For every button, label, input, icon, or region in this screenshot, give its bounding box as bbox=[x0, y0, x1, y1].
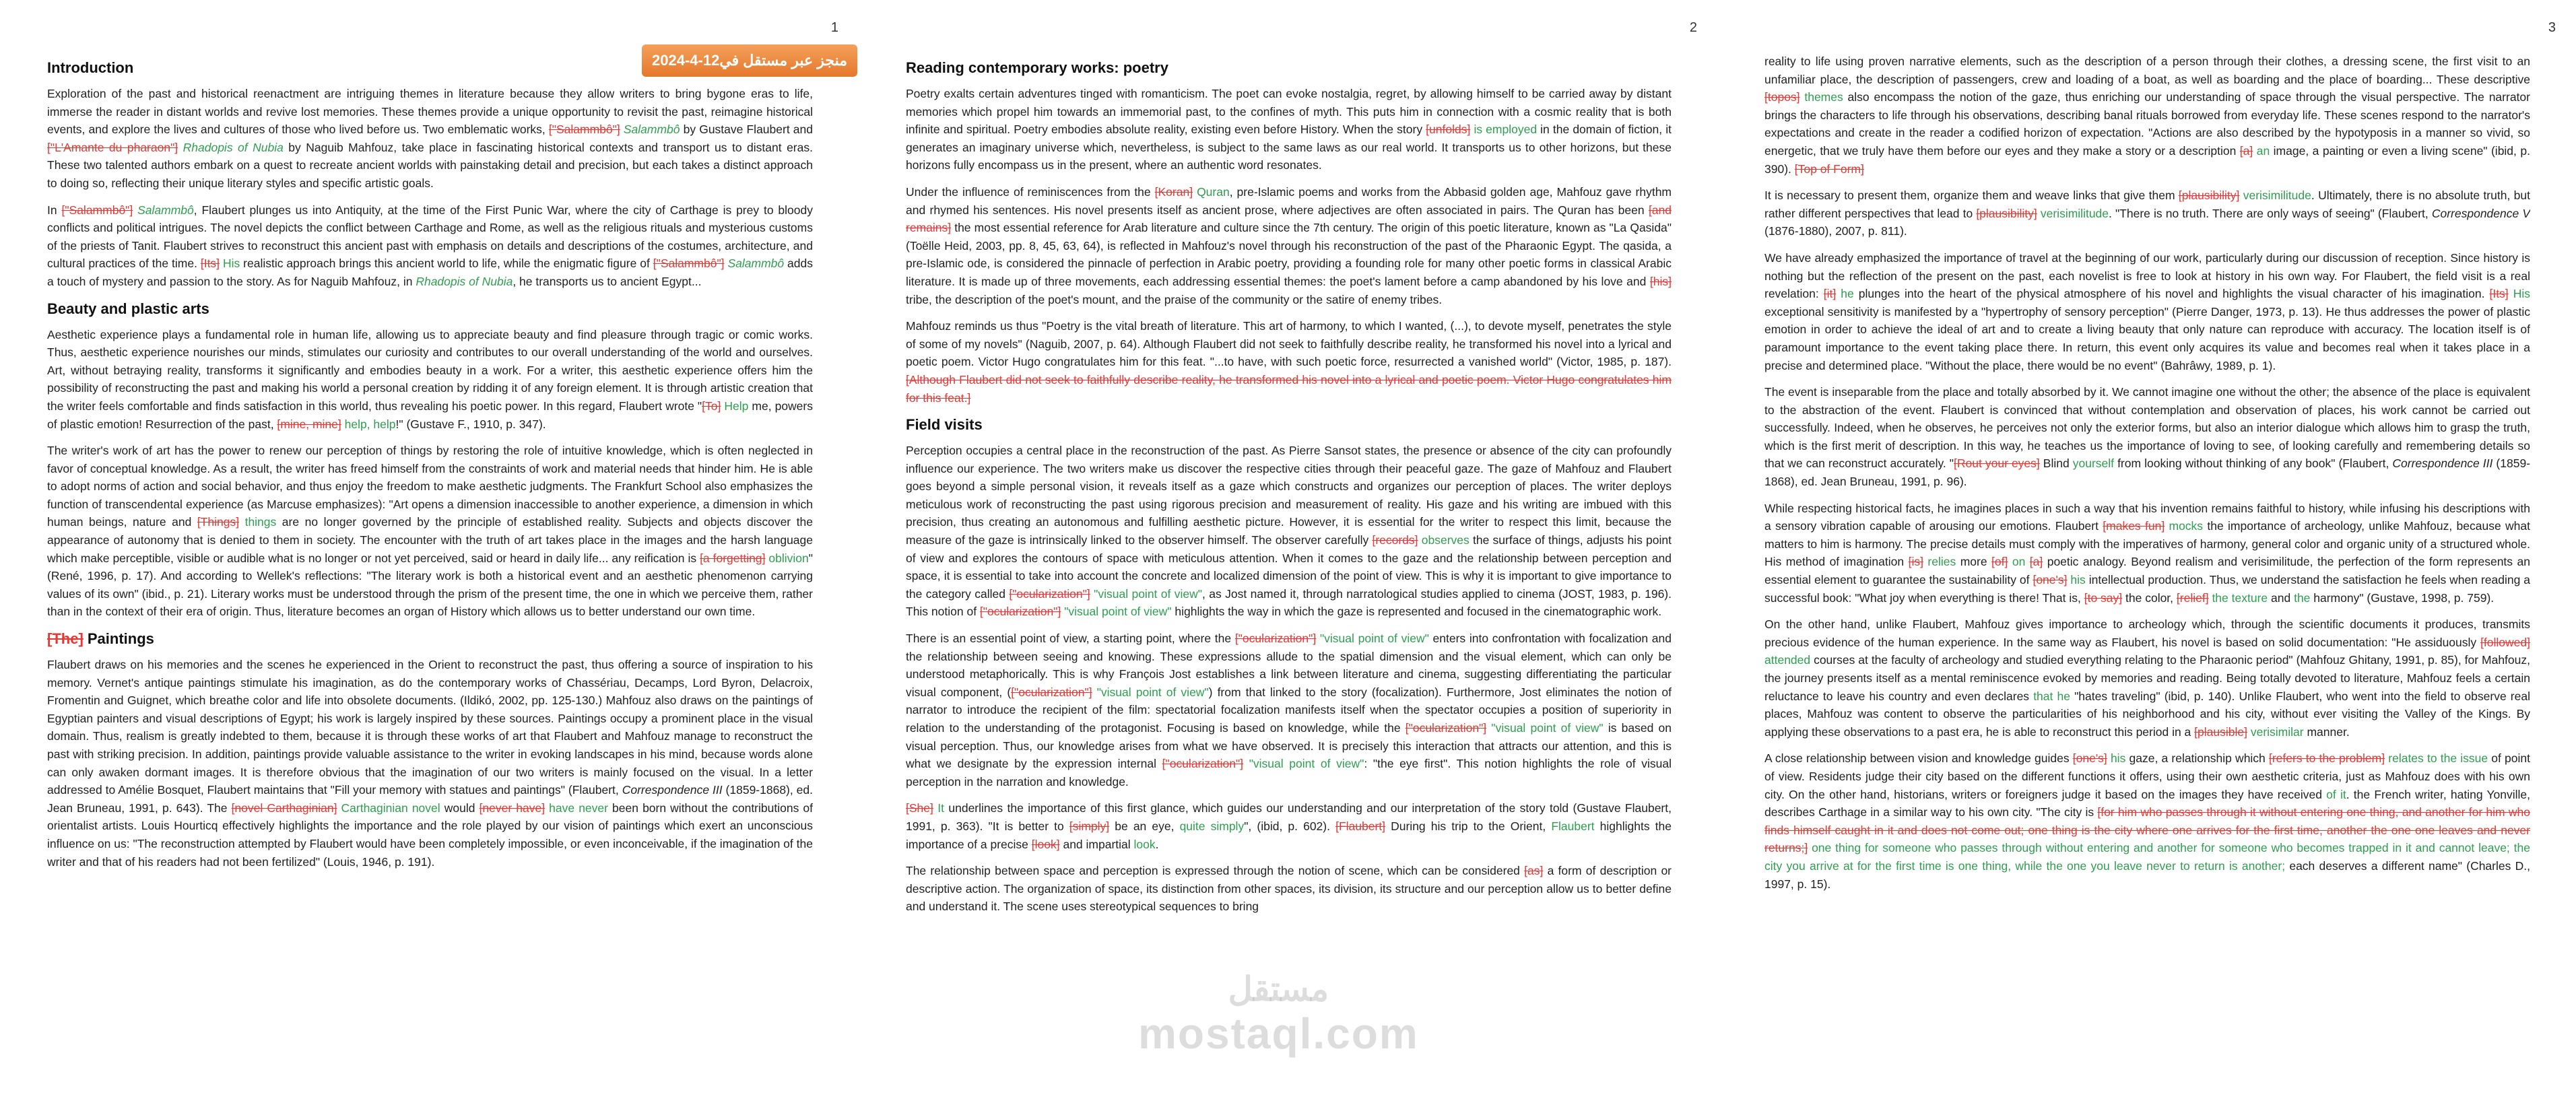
paragraph bbox=[1764, 187, 2530, 240]
inserted-text: relates to the issue bbox=[2388, 751, 2488, 766]
inserted-text: have never bbox=[549, 801, 608, 815]
deleted-text: [and remains] bbox=[906, 203, 1672, 235]
text-run: It is necessary to present them, organize them and weave links that give them bbox=[1764, 189, 2179, 203]
deleted-text: [novel Carthaginian] bbox=[231, 801, 337, 815]
text-run: Aesthetic experience plays a fundamental role in human life, allowing us to appreciate beauty and find pleasure through tragic or comic works. Thus, aesthetic experience nourishes our minds, stimulates our curiosity and contributes to our overall understanding of the world and ourselves. Art, without betraying reality, transforms it significantly and embodies beauty in a work. For a writer, this aesthetic experience offers him the possibility of reconstructing the past and making his world a personal creation by ridding it of any foreign element. It is through artistic creation that the writer feels comfortable and finds satisfaction in this world, thus revealing his poetic power. In this regard, Flaubert wrote " bbox=[47, 327, 813, 413]
deleted-text: [She] bbox=[906, 801, 933, 815]
page-number: 3 bbox=[2548, 20, 2556, 35]
paragraph bbox=[47, 442, 813, 621]
text-run: in the domain of fiction, it generates an imaginary universe which, nevertheless, is subject to the same laws as our real world. It transports us to other horizons, but these horizons fully encompass us in the present, where an authentic word resonates. bbox=[906, 123, 1672, 172]
text-run: !" (Gustave F., 1910, p. 347). bbox=[395, 417, 546, 431]
deleted-text: [Rout your eyes] bbox=[1954, 457, 2040, 471]
text-run: a form of description or descriptive action. The organization of space, its distinction from other spaces, its division, its structure and our perception allow us to better define and understand it. The scene uses stereotypical sequences to bring bbox=[906, 864, 1672, 914]
inserted-text: he bbox=[1841, 287, 1854, 301]
text-run: reality to life using proven narrative elements, such as the description of a person through their clothes, a dressing scene, the first visit to an unfamiliar place, the description of passengers, crew and loading of a boat, as well as boarding and the place of boarding... These descriptive bbox=[1764, 55, 2530, 86]
inserted-text: relies bbox=[1927, 555, 1956, 569]
deleted-text: [Its] bbox=[200, 257, 220, 271]
inserted-text: is employed bbox=[1474, 123, 1538, 137]
completion-badge: منجز عبر مستقل في12-4-2024 bbox=[642, 44, 857, 77]
inserted-text: "visual point of view" bbox=[1319, 632, 1429, 646]
inserted-text: of it bbox=[2326, 787, 2346, 801]
text-run: While respecting historical facts, he imagines places in such a way that his invention remains faithful to history, while infusing his descriptions with a sensory vibration capable of arousing our emotions. Flaubert bbox=[1764, 501, 2530, 533]
text-run: me, powers of plastic emotion! Resurrection of the past, bbox=[47, 399, 813, 431]
deleted-text: ["ocularization"] bbox=[1009, 586, 1090, 601]
text-run: , Flaubert plunges us into Antiquity, at the time of the First Punic War, where the city of Carthage is prey to bloody conflicts and political intrigues. The novel depicts the conflict between Carthage and Rome, as well as the religious rituals and mysterious customs of the priests of Tanit. Flaubert strives to reconstruct this ancient past with emphasis on details and descriptions of the costumes, architecture, and cultural practices of the time. bbox=[47, 203, 813, 271]
text-run: On the other hand, unlike Flaubert, Mahfouz gives importance to archeology which, through the scientific documents it produces, transmits precious evidence of the human experience. In the same way as Flaubert, his novel is based on solid documentation: "He assiduously bbox=[1764, 617, 2530, 649]
text-run: : "the eye first". This notion highlights the role of visual perception in the narration and knowledge. bbox=[906, 757, 1672, 788]
watermark-arabic: مستقل bbox=[1228, 970, 1329, 1008]
text-run: (1859-1868), ed. Jean Bruneau, 1991, p. 96). bbox=[1764, 457, 2530, 489]
text-run: and impartial bbox=[1059, 837, 1134, 851]
text-run: from looking without thinking of any book" (Flaubert, bbox=[2114, 457, 2393, 471]
inserted-text: "visual point of view" bbox=[1249, 757, 1364, 771]
deleted-text: [To] bbox=[702, 399, 721, 413]
text-run: "hates traveling" (ibid, p. 140). Unlike Flaubert, who went into the field to observe real places, Mahfouz was content to observe the particularities of his neighborhood and his city, without ever visiting the Valley of the Kings. By applying these observations to a past era, he is able to reconstruct this period in a bbox=[1764, 689, 2530, 739]
text-run: . the French writer, hating Yonville, describes Carthage in a similar way to his own city. "The city is bbox=[1764, 787, 2530, 819]
inserted-text: his bbox=[2110, 751, 2126, 766]
text-run: the color, bbox=[2122, 591, 2177, 605]
text-run: There is an essential point of view, a starting point, where the bbox=[906, 632, 1235, 646]
paragraph bbox=[47, 85, 813, 193]
text-run: of point of view. Residents judge their city based on the different functions it offers, using their own aesthetic criteria, just as Mahfouz does with his own city. On the other hand, historians, writers or foreigners judge it based on the images they have received bbox=[1764, 751, 2530, 801]
deleted-text: [a forgetting] bbox=[700, 551, 766, 565]
inserted-text: "visual point of view" bbox=[1491, 721, 1604, 735]
deleted-text: ["Salammbô"] bbox=[61, 203, 133, 217]
text-run: Exploration of the past and historical reenactment are intriguing themes in literature because they allow writers to bring bygone eras to life, immerse the reader in distant worlds and revive lost memories. These themes provide a unique opportunity to revisit the past, reimagine historical events, and explore the lives and cultures of those who lived before us. Two emblematic works, bbox=[47, 87, 813, 137]
paragraph bbox=[1764, 383, 2530, 491]
inserted-text: the bbox=[2294, 591, 2311, 605]
text-run: gaze, a relationship which bbox=[2125, 751, 2269, 766]
inserted-text: themes bbox=[1804, 90, 1843, 104]
text-run: courses at the faculty of archeology and studied everything relating to the Pharaonic period" (Mahfouz Ghitany, 1991, p. 85), for Mahfouz, the journey presents itself as a mental reminiscence evoked by memories and reading. Being totally devoted to literature, Mahfouz feels a certain reluctance to leave his country and even declares bbox=[1764, 653, 2530, 703]
text-run: adds a touch of mystery and passion to the story. As for Naguib Mahfouz, in bbox=[47, 257, 813, 288]
inserted-text: Help bbox=[724, 399, 749, 413]
text-run: Perception occupies a central place in the reconstruction of the past. As Pierre Sansot states, the presence or absence of the city can profoundly influence our experience. The two writers make us discover the respective cities through their peaceful gaze. The gaze of Mahfouz and Flaubert goes beyond a simple personal vision, it reveals itself as a gaze which constructs and organizes our perception of places. The writer deploys meticulous work of reconstructing the past using rigorous precision and measurement of reality. His gaze and his writing are imbued with this precision, thus creating an autonomous and fulfilling aesthetic picture. However, it is essential for the writer to respect this limit, because the measure of the gaze is intrinsically linked to the observer himself. The observer carefully bbox=[906, 444, 1672, 547]
paragraph bbox=[1764, 749, 2530, 893]
deleted-text: [Flaubert] bbox=[1335, 819, 1386, 833]
deleted-text: [Things] bbox=[197, 515, 240, 529]
text-run bbox=[178, 141, 183, 154]
deleted-text: [simply] bbox=[1069, 819, 1110, 833]
inserted-text: His bbox=[222, 257, 240, 271]
text-run: . "There is no truth. There are only ways of seeing" (Flaubert, bbox=[2109, 206, 2432, 220]
deleted-text: [plausibility] bbox=[2178, 189, 2240, 203]
paragraph bbox=[906, 862, 1672, 916]
paragraph bbox=[47, 326, 813, 434]
text-run: Flaubert draws on his memories and the scenes he experienced in the Orient to reconstruct the past, thus offering a source of inspiration to his memory. Vernet's antique paintings stimulate his imagination, as do the contemporary works of Chassériau, Decamps, Lord Byron, Delacroix, Fromentin and Guignet, which breathe color and life into obsolete documents. (Ildikó, 2002, pp. 125-130.) Mahfouz also draws on the paintings of Egyptian painters and visual descriptions of Egypt; his work is largely inspired by these sources. Paintings occupy a prominent place in the visual domain. Thus, realism is greatly indebted to them, because it is through these works of art that Flaubert and Mahfouz manage to reconstruct the past with striking precision. In addition, paintings provide valuable assistance to the writer in evoking landscapes in his mind, because words alone can only awaken dormant images. It is therefore obvious that the imagination of our two writers is mainly focused on the visual. In a letter addressed to Amélie Bosquet, Flaubert maintains that "Fill your memory with statues and paintings" (Flaubert, bbox=[47, 658, 813, 797]
inserted-text: that he bbox=[2033, 689, 2070, 703]
inserted-text: verisimilitude bbox=[2040, 206, 2109, 220]
italic-title: Correspondence V bbox=[2431, 206, 2530, 220]
text-run bbox=[1092, 685, 1097, 699]
text-run: the importance of archeology, unlike Mahfouz, because what matters to him is harmony. The precise details must comply with the imperatives of harmony, general color and organic unity of a structured whole. His method of imagination bbox=[1764, 519, 2530, 569]
page-text-column bbox=[47, 53, 813, 1103]
deleted-text: ["ocularization"] bbox=[1162, 757, 1244, 771]
inserted-text: "visual point of view" bbox=[1064, 605, 1172, 619]
watermark-latin: mostaql.com bbox=[1138, 1009, 1419, 1058]
deleted-text: [relief] bbox=[2176, 591, 2209, 605]
inserted-text: observes bbox=[1421, 533, 1469, 547]
deleted-text: ["Salammbô"] bbox=[548, 123, 620, 137]
text-run: Introduction bbox=[47, 59, 134, 76]
section-heading bbox=[906, 416, 1672, 434]
text-run: underlines the importance of this first glance, which guides our understanding and our interpretation of the story told (Gustave Flaubert, 1991, p. 363). "It is better to bbox=[906, 801, 1672, 833]
deleted-text: [followed] bbox=[2480, 635, 2530, 649]
deleted-text: [never have] bbox=[479, 801, 546, 815]
text-run: poetic analogy. Beyond realism and verisimilitude, the perfection of the form represents an essential element to guarantee the sustainability of bbox=[1764, 555, 2530, 587]
deleted-text: [it] bbox=[1823, 287, 1837, 301]
deleted-text: [unfolds] bbox=[1426, 123, 1471, 137]
text-run: image, a painting or even a living scene" (ibid, p. 390). bbox=[1764, 143, 2530, 176]
deleted-text: [plausible] bbox=[2194, 725, 2247, 739]
deleted-text: [one's] bbox=[2072, 751, 2107, 766]
document-page-1 bbox=[0, 0, 859, 1111]
document-page-2 bbox=[859, 0, 1717, 1111]
text-run: by Naguib Mahfouz, take place in fascinating historical contexts and transport us to distant eras. These two talented authors embark on a quest to recreate ancient worlds with painstaking detail and precision, but each takes a distinct approach to doing so, reflecting their unique literary styles and specific artistic goals. bbox=[47, 140, 813, 190]
deleted-text: [topos] bbox=[1764, 90, 1800, 104]
inserted-text: one thing for someone who passes through without entering and another for someone who becomes trapped in it and cannot leave; the city you arrive at for the first time is one thing, while the one you leave never to return is another; bbox=[1764, 841, 2530, 873]
text-run: more bbox=[1956, 555, 1992, 569]
document-page-3 bbox=[1717, 0, 2576, 1111]
text-run: tribe, the description of the poet's mount, and the praise of the community or the satire of enemy tribes. bbox=[906, 292, 1443, 306]
paragraph bbox=[47, 201, 813, 291]
section-heading bbox=[47, 630, 813, 648]
text-run: . bbox=[1155, 837, 1159, 851]
paragraph bbox=[1764, 53, 2530, 178]
text-run: Mahfouz reminds us thus "Poetry is the vital breath of literature. This art of harmony, to which I wanted, (...), to devote myself, penetrates the style of some of my novels" (Naguib, 2007, p. 64). Although Flaubert did not seek to faithfully describe reality, he transformed his novel into a lyrical and poetic poem. Victor Hugo congratulates him for this feat. "...to have, with such poetic force, resurrected a vanished world" (Victor, 1985, p. 187). bbox=[906, 319, 1672, 369]
italic-title: Correspondence III bbox=[2392, 457, 2493, 471]
text-run: . Ultimately, there is no absolute truth, but rather different perspectives that lead to bbox=[1764, 189, 2530, 220]
text-run: Poetry exalts certain adventures tinged with romanticism. The poet can evoke nostalgia, regret, by allowing himself to be carried away by distant memories which propel him towards an immemorial past, to the confines of myth. This puts him in connection with a cosmic reality that is both infinite and spiritual. Poetry embodies absolute reality, existing even before History. When the story bbox=[906, 87, 1672, 137]
inserted-text: attended bbox=[1764, 653, 1811, 667]
inserted-text: His bbox=[2513, 287, 2530, 301]
paragraph bbox=[1764, 615, 2530, 741]
text-run: intellectual production. Thus, we understand the satisfaction he feels when reading a successful book: "What joy when everything is there! That is, bbox=[1764, 573, 2530, 605]
inserted-text: his bbox=[2070, 573, 2086, 587]
text-run: exceptional sensitivity is manifested by a "hypertrophy of sensory perception" (Pierre Danger, 1973, p. 13). He thus addresses the power of plastic emotion in order to achieve the ideal of art and to create a living beauty that only nature can reproduce with accuracy. The location itself is of paramount importance to the event taking place there. In return, this event only acquires its value and becomes real when it takes place in a precise and determined place. "Without the place, there would be no event" (Bahrâwy, 1989, p. 1). bbox=[1764, 304, 2530, 372]
text-run: the surface of things, adjusts his point of view and explores the contours of space with meticulous attention. When it comes to the gaze and the relationship between perception and space, it is essential to take into account the concrete and localized dimension of the point of view. This is why it is important to give importance to the category called bbox=[906, 533, 1672, 601]
inserted-text: It bbox=[937, 801, 944, 815]
page-number: 1 bbox=[830, 20, 838, 35]
deleted-text: [is] bbox=[1908, 555, 1923, 569]
paragraph bbox=[906, 799, 1672, 853]
text-run: Paintings bbox=[83, 630, 154, 648]
paragraph bbox=[906, 317, 1672, 407]
inserted-text: Carthaginian novel bbox=[341, 801, 440, 815]
text-run: Field visits bbox=[906, 416, 983, 434]
text-run: We have already emphasized the importance of travel at the beginning of our work, particularly during our discussion of reception. Since history is nothing but the reflection of the present on the past, each novelist is free to look at history in his own way. For Flaubert, the field visit is a real revelation: bbox=[1764, 250, 2530, 301]
deleted-text: [makes fun] bbox=[2103, 519, 2165, 533]
page-text-column bbox=[1764, 53, 2530, 1103]
inserted-text: Salammbô bbox=[727, 257, 785, 271]
text-run: In bbox=[47, 203, 62, 217]
text-run: plunges into the heart of the physical atmosphere of his novel and highlights the visual character of his imagination. bbox=[1853, 287, 2490, 301]
inserted-text: "visual point of view" bbox=[1096, 685, 1209, 699]
paragraph bbox=[1764, 500, 2530, 607]
paragraph bbox=[906, 630, 1672, 790]
text-run: are no longer governed by the principle of established reality. Subjects and objects discover the appearance of autonomy that is denied to them in society. The encounter with the truth of art takes place in the images and the harsh language which make perceptible, visible or audible what is no longer or not yet perceived, said or heard in daily life... any reification is bbox=[47, 515, 813, 565]
deleted-text: [to say] bbox=[2084, 591, 2123, 605]
text-run: highlights the importance of a precise bbox=[906, 819, 1672, 851]
deleted-text: ["Salammbô"] bbox=[653, 257, 725, 271]
inserted-text: Rhadopis of Nubia bbox=[416, 274, 513, 288]
deleted-text: [records] bbox=[1372, 533, 1418, 547]
inserted-text: yourself bbox=[2072, 457, 2115, 471]
deleted-text: [as] bbox=[1524, 864, 1544, 878]
deleted-text: [The] bbox=[47, 630, 84, 648]
deleted-text: [of] bbox=[1991, 555, 2008, 569]
page-text-column bbox=[906, 53, 1672, 1103]
deleted-text: [mine, mine] bbox=[277, 417, 341, 431]
text-run: The relationship between space and perception is expressed through the notion of scene, which can be considered bbox=[906, 864, 1525, 878]
paragraph bbox=[906, 85, 1672, 174]
deleted-text: [look] bbox=[1031, 837, 1060, 851]
inserted-text: help, help bbox=[344, 417, 396, 431]
text-run: the most essential reference for Arab literature and culture since the 7th century. The origin of this poetic literature, known as "La Qasida" (Toëlle Heid, 2003, pp. 8, 45, 63, 64), is reflected in Mahfouz's novel through his reconstruction of the past of the Pharaonic Egypt. The qasida, a pre-Islamic ode, is considered the pinnacle of perfection in Arabic poetry, providing a founding role for many other poetic forms in classical Arabic literature. It is made up of three movements, each addressing essential themes: the poet's lament before a camp abandoned by his love and bbox=[906, 221, 1672, 288]
text-run: , pre-Islamic poems and works from the Abbasid golden age, Mahfouz gave rhythm and rhymed his sentences. His novel presents itself as ancient prose, where adjectives are often associated in pairs. The Quran has been bbox=[906, 184, 1672, 217]
deleted-text: [a] bbox=[2029, 555, 2043, 569]
deleted-text: [for him who passes through it without entering one thing, and another for him who finds himself caught in it and does not come out; one thing is the city where one arrives for the first time, another the one one leaves and never returns;] bbox=[1764, 805, 2530, 855]
deleted-text: ["L'Amante du pharaon"] bbox=[47, 140, 178, 154]
inserted-text: Flaubert bbox=[1551, 819, 1595, 833]
deleted-text: [a] bbox=[2239, 143, 2253, 158]
deleted-text: [one's] bbox=[2033, 573, 2068, 587]
text-run bbox=[1243, 757, 1249, 770]
deleted-text: [his] bbox=[1649, 274, 1672, 288]
inserted-text: oblivion bbox=[768, 551, 809, 565]
text-run: each deserves a different name" (Charles D., 1997, p. 15). bbox=[1764, 858, 2530, 891]
text-run: A close relationship between vision and knowledge guides bbox=[1764, 751, 2073, 766]
text-run: would bbox=[440, 801, 480, 815]
deleted-text: ["ocularization"] bbox=[1405, 721, 1487, 735]
inserted-text: things bbox=[244, 515, 277, 529]
deleted-text: [refers to the problem] bbox=[2268, 751, 2385, 766]
deleted-text: [plausibility] bbox=[1976, 206, 2037, 220]
deleted-text: ["ocularization"] bbox=[1011, 685, 1092, 699]
inserted-text: "visual point of view" bbox=[1094, 586, 1202, 601]
inserted-text: Salammbô bbox=[623, 123, 680, 137]
page-number: 2 bbox=[1689, 20, 1697, 35]
text-run: and bbox=[2268, 591, 2294, 605]
text-run: ", (ibid, p. 602). bbox=[1244, 819, 1336, 833]
paragraph bbox=[47, 656, 813, 871]
text-run: highlights the way in which the gaze is represented and focused in the cinematographic work. bbox=[1171, 605, 1662, 619]
inserted-text: verisimilitude bbox=[2243, 189, 2311, 203]
text-run: harmony" (Gustave, 1998, p. 759). bbox=[2310, 591, 2495, 605]
text-run: also encompass the notion of the gaze, thus enriching our understanding of space through the visual perspective. The narrator brings the characters to life through his observations, describing banal rituals borrowed from everyday life. These scenes respond to the narrator's expectations and create in the reader a codified horizon of expectation. "Actions are also described by the hypotyposis in a manner so vivid, so energetic, that we truly have them before our eyes and they make a story or a description bbox=[1764, 90, 2530, 158]
deleted-text: ["ocularization"] bbox=[979, 605, 1061, 619]
inserted-text: on bbox=[2012, 555, 2026, 569]
text-run: been born without the contributions of orientalist artists. Louis Hourticq effectively highlights the importance and the role played by our vision of paintings which exert an unconscious influence on us: "The reconstruction attempted by Flaubert would have been completely impossible, or even inconceivable, if the imagination of the writer and that of his readers had not been fertilized" (Louis, 1946, p. 191). bbox=[47, 801, 813, 869]
deleted-text: [Koran] bbox=[1154, 184, 1193, 199]
text-run: Beauty and plastic arts bbox=[47, 300, 209, 317]
text-run: Under the influence of reminiscences from the bbox=[906, 184, 1155, 199]
paragraph bbox=[906, 183, 1672, 308]
inserted-text: the texture bbox=[2212, 591, 2268, 605]
section-heading bbox=[47, 300, 813, 318]
text-run: (1876-1880), 2007, p. 811). bbox=[1764, 224, 1907, 238]
inserted-text: verisimilar bbox=[2250, 725, 2304, 739]
text-run: The writer's work of art has the power to renew our perception of things by restoring the role of intuitive knowledge, which is often neglected in favor of conceptual knowledge. As a result, the writer has freed himself from the constraints of work and material needs that hinder him. He is able to adopt norms of action and social behavior, and thus enjoy the freedom to make aesthetic judgments. The Frankfurt School also emphasizes the function of transcendental experience (as Marcuse emphasizes): "Art opens a dimension inaccessible to another experience, a dimension in which human beings, nature and bbox=[47, 444, 813, 529]
inserted-text: look bbox=[1133, 837, 1156, 851]
text-run: realistic approach brings this ancient world to life, while the enigmatic figure of bbox=[240, 257, 653, 271]
text-run: Blind bbox=[2039, 457, 2073, 471]
text-run: enters into confrontation with focalization and the relationship between seeing and knowing. These expressions allude to the spatial dimension and the visual element, which can only be understood metaphorically. This is why François Jost establishes a link between literature and cinema, suggesting differentiating the particular visual component, ( bbox=[906, 632, 1672, 699]
section-heading bbox=[906, 59, 1672, 77]
inserted-text: Quran bbox=[1197, 184, 1230, 199]
text-run: by Gustave Flaubert and bbox=[680, 123, 813, 137]
deleted-text: [Its] bbox=[2489, 287, 2509, 301]
text-run: The event is inseparable from the place and totally absorbed by it. We cannot imagine one without the other; the absence of the place is equivalent to the abstraction of the event. Flaubert is convinced that without contemplation and observation of places, his work cannot be carried out successfully. Indeed, when he observes, he perceives not only the exterior forms, but also an interior dialogue which allows him to grasp the truth, which is the first merit of description. In this way, he teaches us the importance of loving to see, of looking carefully and remembering details so that we can reconstruct accurately. " bbox=[1764, 385, 2530, 471]
deleted-text: [Top of Form] bbox=[1794, 162, 1864, 176]
paragraph bbox=[906, 442, 1672, 621]
inserted-text: mocks bbox=[2169, 519, 2204, 533]
text-run: , as Jost named it, through narratological studies applied to cinema (JOST, 1983, p. 196). This notion of bbox=[906, 586, 1672, 619]
text-run: Reading contemporary works: poetry bbox=[906, 59, 1168, 76]
text-run bbox=[239, 515, 245, 529]
text-run bbox=[2509, 287, 2513, 300]
paragraph bbox=[1764, 249, 2530, 374]
inserted-text: Salammbô bbox=[137, 203, 194, 217]
text-run: ) from that linked to the story (focalization). Furthermore, Jost eliminates the notion of narrator to introduce the recipient of the film: spectatorial focalization manifests itself when the spectator occupies a position of superiority in relation to the understanding of the protagonist. Focusing is based on knowledge, while the bbox=[906, 685, 1672, 735]
inserted-text: quite simply bbox=[1179, 819, 1245, 833]
deleted-text: ["ocularization"] bbox=[1234, 632, 1317, 646]
text-run: is based on visual perception. Thus, our knowledge arises from what we have observed. It is precisely this interaction that attracts our attention, and this is what we designate by the expression internal bbox=[906, 721, 1672, 771]
inserted-text: Rhadopis of Nubia bbox=[183, 140, 284, 154]
italic-title: Correspondence III bbox=[622, 783, 723, 797]
text-run: (1859-1868), ed. Jean Bruneau, 1991, p. 643). The bbox=[47, 783, 813, 815]
text-run: manner. bbox=[2303, 725, 2350, 739]
text-run: During his trip to the Orient, bbox=[1385, 819, 1552, 833]
text-run: , he transports us to ancient Egypt... bbox=[513, 274, 702, 288]
inserted-text: an bbox=[2256, 143, 2270, 158]
deleted-text: [Although Flaubert did not seek to faithfully describe reality, he transformed his novel into a lyrical and poetic poem. Victor Hugo congratulates him for this feat.] bbox=[906, 372, 1672, 405]
text-run: be an eye, bbox=[1109, 819, 1180, 833]
text-run: " (René, 1996, p. 17). And according to Wellek's reflections: "The literary work is both a historical event and an aesthetic phenomenon carrying values of its own" (ibid., p. 21). Literary works must be understood through the prism of the present time, the one in which we perceive them, rather than in the context of their era of origin. Thus, literature becomes an organ of History which allows us to better understand our own time. bbox=[47, 551, 813, 619]
